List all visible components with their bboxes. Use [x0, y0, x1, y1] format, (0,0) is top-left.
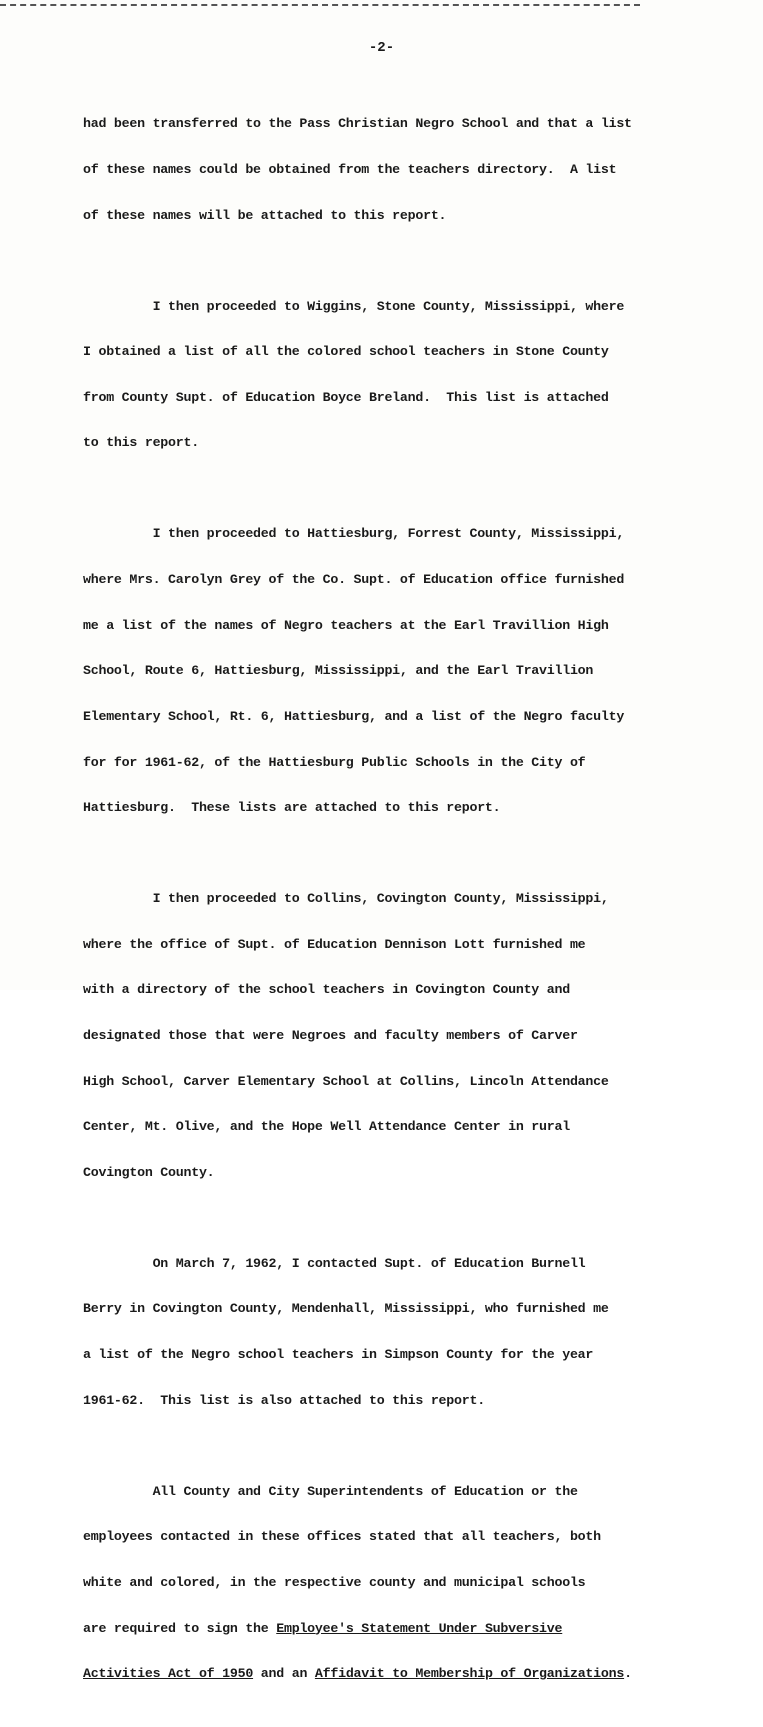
report-body: [83, 86, 733, 1727]
text-fragment: and an: [253, 1666, 315, 1682]
text-line: to this report.: [83, 435, 199, 451]
text-line: where Mrs. Carolyn Grey of the Co. Supt. of Education office furnished: [83, 572, 625, 588]
text-line: Hattiesburg. These lists are attached to this report.: [83, 800, 501, 816]
top-border-rule: [0, 0, 640, 6]
paragraph-wiggins: [83, 268, 733, 481]
employee-statement-title: Employee's Statement Under Subversive: [276, 1620, 563, 1636]
text-line: white and colored, in the respective county and municipal schools: [83, 1574, 586, 1590]
text-line: School, Route 6, Hattiesburg, Mississippi, and the Earl Travillion: [83, 663, 594, 679]
text-line: Covington County.: [83, 1164, 215, 1180]
text-line: with a directory of the school teachers in Covington County and: [83, 982, 570, 998]
text-line: I then proceeded to Collins, Covington County, Mississippi,: [83, 891, 609, 907]
text-line: [83, 1621, 733, 1636]
text-fragment: .: [624, 1666, 632, 1682]
subversive-activities-act-title: Activities Act of 1950: [83, 1666, 254, 1682]
text-line: had been transferred to the Pass Christian Negro School and that a list: [83, 116, 632, 132]
text-line: I then proceeded to Hattiesburg, Forrest County, Mississippi,: [83, 526, 625, 542]
text-line: where the office of Supt. of Education Dennison Lott furnished me: [83, 936, 586, 952]
paragraph-superintendents: [83, 1453, 733, 1711]
text-line: I obtained a list of all the colored school teachers in Stone County: [83, 344, 609, 360]
affidavit-title: Affidavit to Membership of Organizations: [314, 1666, 625, 1682]
text-line: of these names will be attached to this report.: [83, 207, 447, 223]
text-fragment: are required to sign the: [83, 1620, 277, 1636]
text-line: All County and City Superintendents of Education or the: [83, 1483, 578, 1499]
text-line: Elementary School, Rt. 6, Hattiesburg, and a list of the Negro faculty: [83, 708, 625, 724]
text-line: of these names could be obtained from the teachers directory. A list: [83, 162, 617, 178]
text-line: from County Supt. of Education Boyce Breland. This list is attached: [83, 389, 609, 405]
text-line: [83, 1666, 733, 1681]
text-line: a list of the Negro school teachers in Simpson County for the year: [83, 1347, 594, 1363]
text-line: employees contacted in these offices stated that all teachers, both: [83, 1529, 601, 1545]
text-line: High School, Carver Elementary School at Collins, Lincoln Attendance: [83, 1073, 609, 1089]
text-line: 1961-62. This list is also attached to this report.: [83, 1392, 485, 1408]
text-line: for for 1961-62, of the Hattiesburg Public Schools in the City of: [83, 754, 586, 770]
text-line: Berry in Covington County, Mendenhall, Mississippi, who furnished me: [83, 1301, 609, 1317]
text-line: designated those that were Negroes and faculty members of Carver: [83, 1027, 578, 1043]
page-number: -2-: [368, 40, 395, 56]
text-line: On March 7, 1962, I contacted Supt. of Education Burnell: [83, 1255, 586, 1271]
paragraph-pass-christian: [83, 86, 733, 253]
paragraph-hattiesburg: [83, 496, 733, 846]
paragraph-mendenhall: [83, 1225, 733, 1438]
text-line: me a list of the names of Negro teachers at the Earl Travillion High: [83, 617, 609, 633]
paragraph-collins: [83, 861, 733, 1211]
text-line: Center, Mt. Olive, and the Hope Well Attendance Center in rural: [83, 1119, 570, 1135]
text-line: I then proceeded to Wiggins, Stone County, Mississippi, where: [83, 298, 625, 314]
